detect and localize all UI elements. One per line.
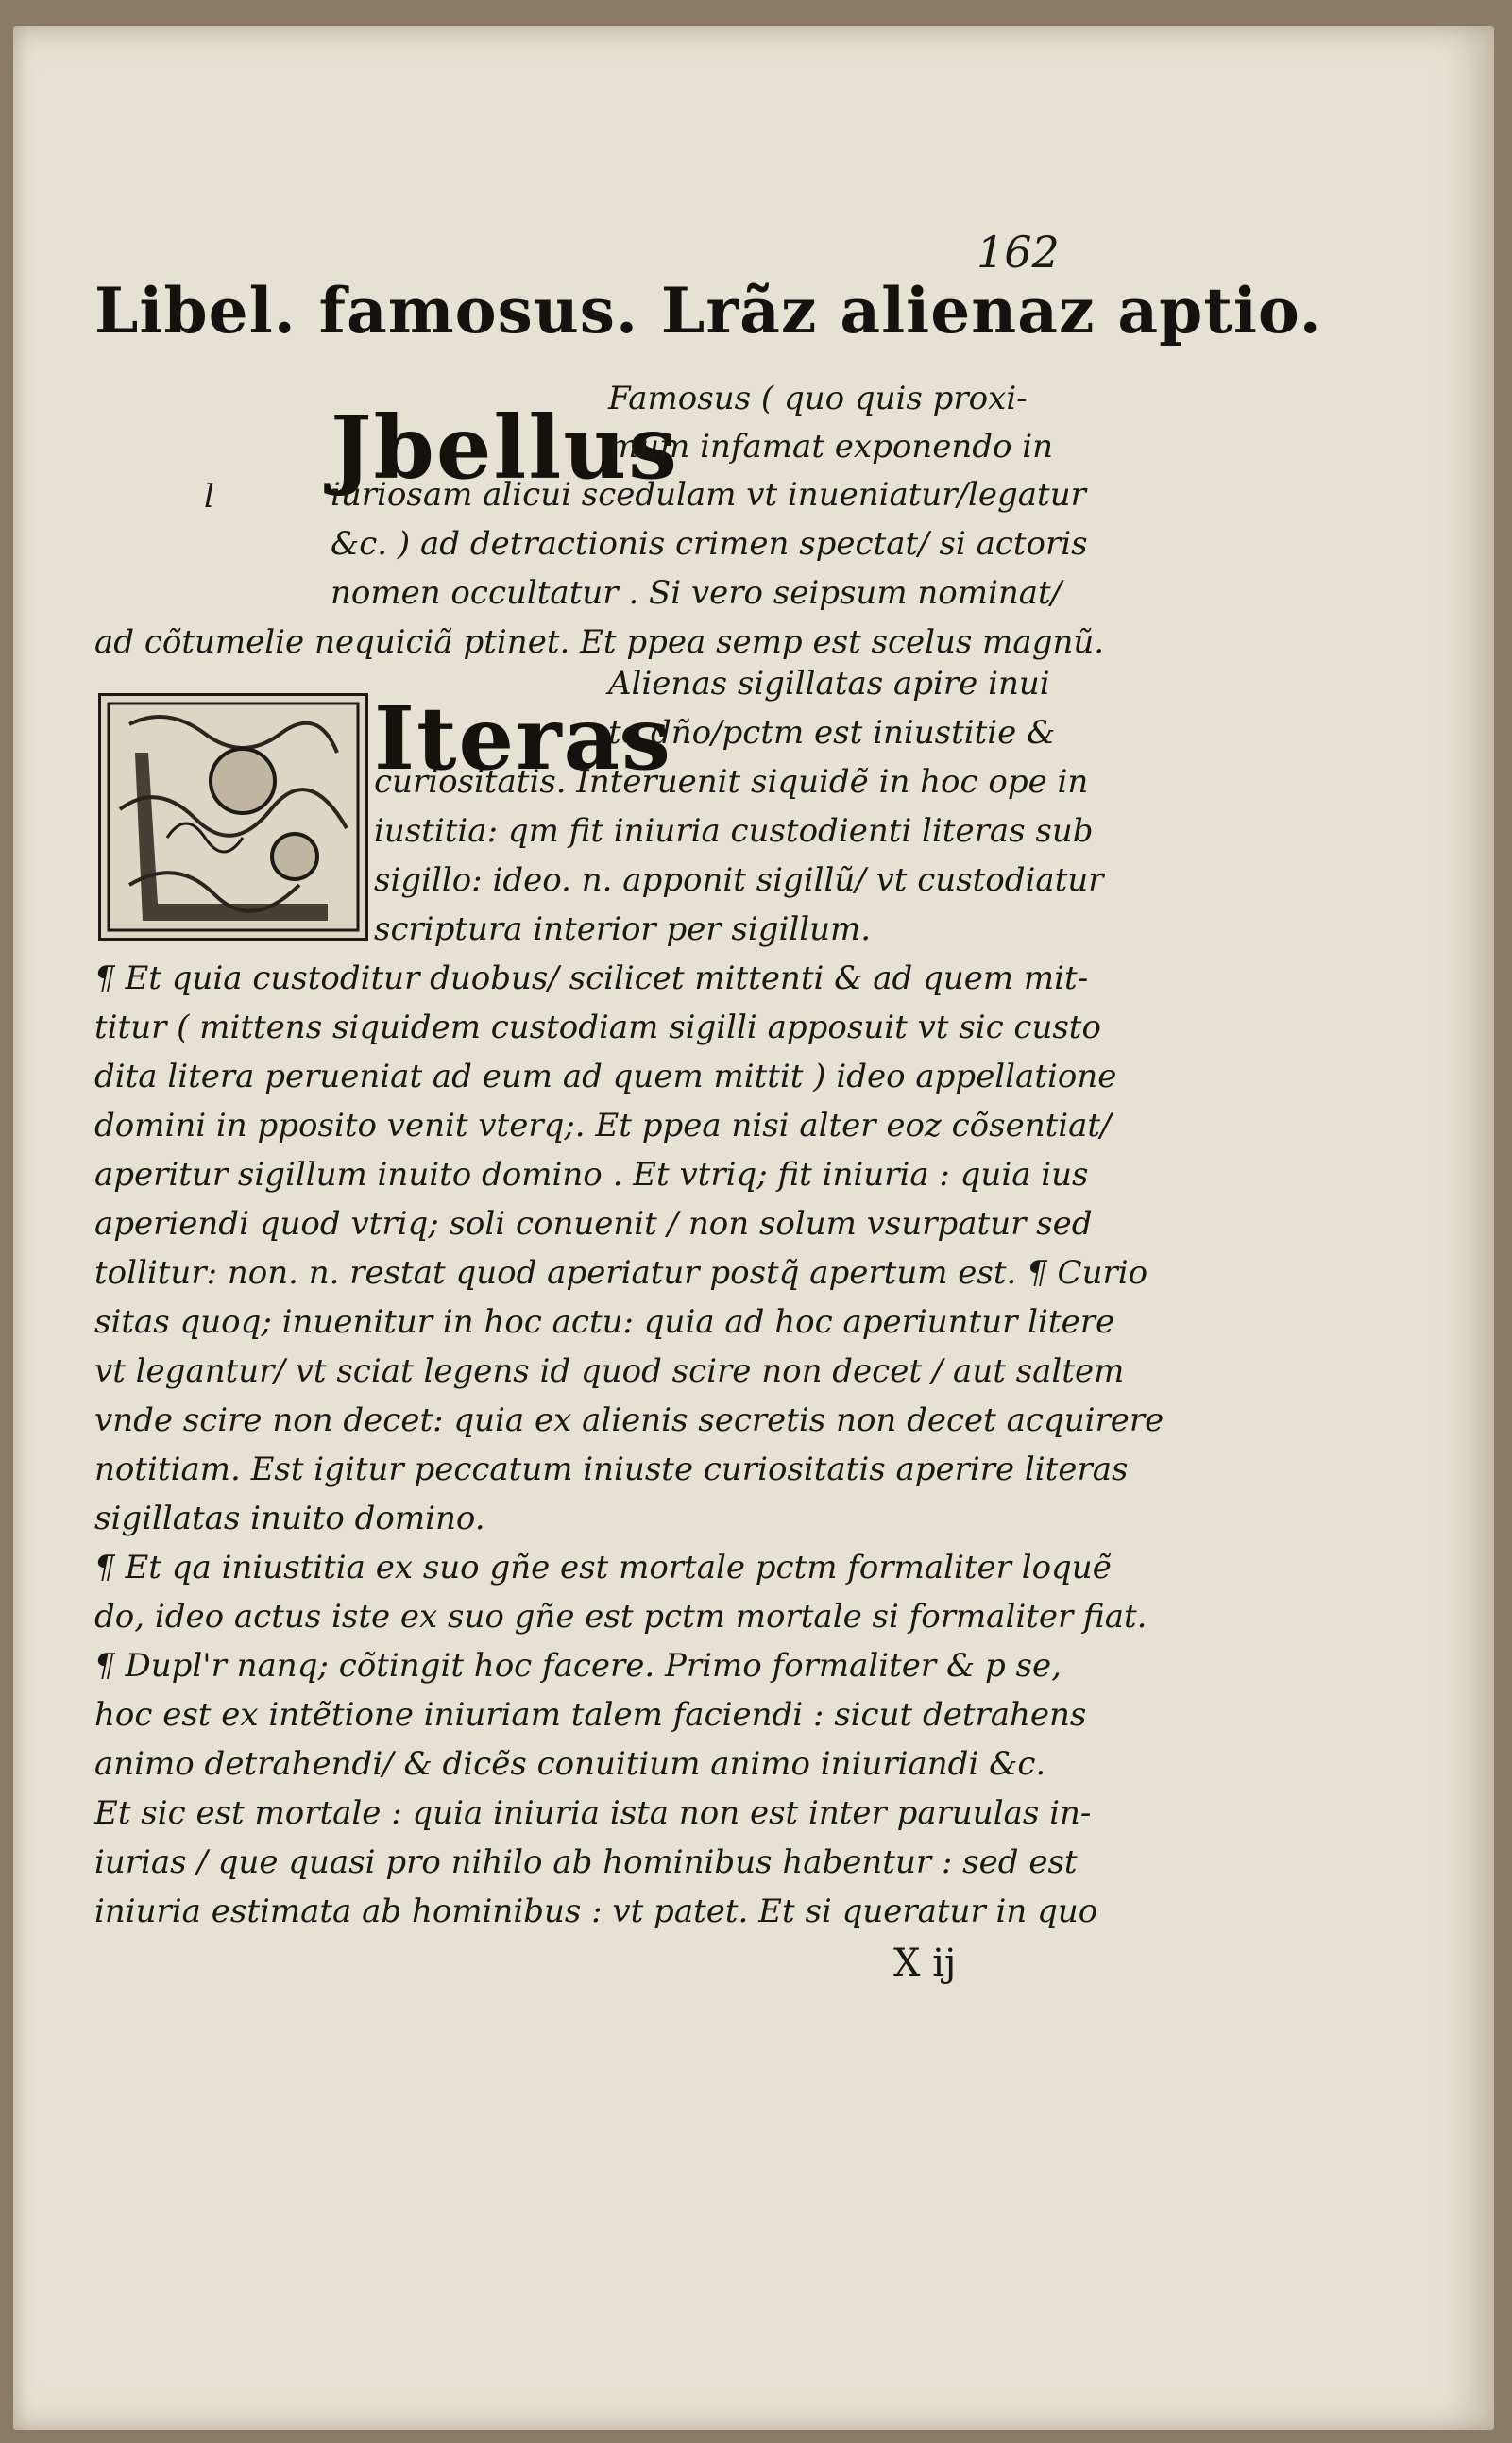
text-line: Alienas sigillatas apire inui <box>608 665 1050 703</box>
text-line: ¶ Dupl'r nanq; cõtingit hoc facere. Primo formaliter & p se, <box>94 1647 1062 1685</box>
text-line: dita litera perueniat ad eum ad quem mittit ) ideo appellatione <box>94 1058 1117 1095</box>
large-initial-word-literas: Iteras <box>374 687 672 789</box>
text-line: mum infamat exponendo in <box>608 428 1054 466</box>
text-line: iniuria estimata ab hominibus : vt patet. Et si queratur in quo <box>94 1892 1098 1930</box>
text-line: hoc est ex intẽtione iniuriam talem faciendi : sicut detrahens <box>94 1696 1087 1734</box>
large-initial-word-libellus: Jbellus <box>331 397 679 499</box>
text-line: notitiam. Est igitur peccatum iniuste curiositatis aperire literas <box>94 1451 1129 1488</box>
text-line: titur ( mittens siquidem custodiam sigilli apposuit vt sic custo <box>94 1009 1101 1046</box>
text-line: Famosus ( quo quis proxi- <box>608 380 1028 417</box>
text-line: animo detrahendi/ & dicẽs conuitium animo iniuriandi &c. <box>94 1745 1046 1783</box>
running-header: Libel. famosus. Lrãz alienaz aptio. <box>94 274 1322 348</box>
text-line: Et sic est mortale : quia iniuria ista non est inter paruulas in- <box>94 1794 1092 1832</box>
text-line: nomen occultatur . Si vero seipsum nominat/ <box>331 574 1062 612</box>
text-line: domini in pposito venit vterq;. Et ppea nisi alter eoz cõsentiat/ <box>94 1107 1112 1145</box>
text-line: sigillatas inuito domino. <box>94 1500 485 1537</box>
book-page <box>13 26 1494 2430</box>
text-line: to dño/pctm est iniustitie & <box>608 714 1056 752</box>
text-line: sitas quoq; inuenitur in hoc actu: quia ad hoc aperiuntur litere <box>94 1303 1115 1341</box>
text-line: tollitur: non. n. restat quod aperiatur postq̃ apertum est. ¶ Curio <box>94 1254 1148 1292</box>
margin-letter: l <box>204 478 214 516</box>
signature-mark: X ij <box>893 1942 957 1985</box>
text-line: ¶ Et quia custoditur duobus/ scilicet mittenti & ad quem mit- <box>94 959 1089 997</box>
text-line: ¶ Et qa iniustitia ex suo gñe est mortale pctm formaliter loquẽ <box>94 1549 1112 1586</box>
woodcut-ornament-icon <box>101 696 365 938</box>
text-line: vt legantur/ vt sciat legens id quod scire non decet / aut saltem <box>94 1352 1125 1390</box>
text-line: iustitia: qm fit iniuria custodienti literas sub <box>374 812 1094 850</box>
text-line: curiositatis. Interuenit siquidẽ in hoc ope in <box>374 763 1089 801</box>
text-line: do, ideo actus iste ex suo gñe est pctm mortale si formaliter fiat. <box>94 1598 1147 1636</box>
folio-number: 162 <box>977 227 1060 278</box>
text-line: vnde scire non decet: quia ex alienis secretis non decet acquirere <box>94 1401 1164 1439</box>
text-line: scriptura interior per sigillum. <box>374 910 872 948</box>
text-line: sigillo: ideo. n. apponit sigillũ/ vt custodiatur <box>374 861 1104 899</box>
text-line: ad cõtumelie nequiciã ptinet. Et ppea semp est scelus magnũ. <box>94 623 1105 661</box>
text-line: iurias / que quasi pro nihilo ab hominibus habentur : sed est <box>94 1843 1078 1881</box>
text-line: aperiendi quod vtriq; soli conuenit / non solum vsurpatur sed <box>94 1205 1093 1243</box>
text-line: aperitur sigillum inuito domino . Et vtriq; fit iniuria : quia ius <box>94 1156 1089 1194</box>
decorated-initial-l <box>98 693 368 941</box>
text-line: &c. ) ad detractionis crimen spectat/ si actoris <box>331 525 1088 563</box>
text-line: iuriosam alicui scedulam vt inueniatur/legatur <box>331 476 1086 514</box>
